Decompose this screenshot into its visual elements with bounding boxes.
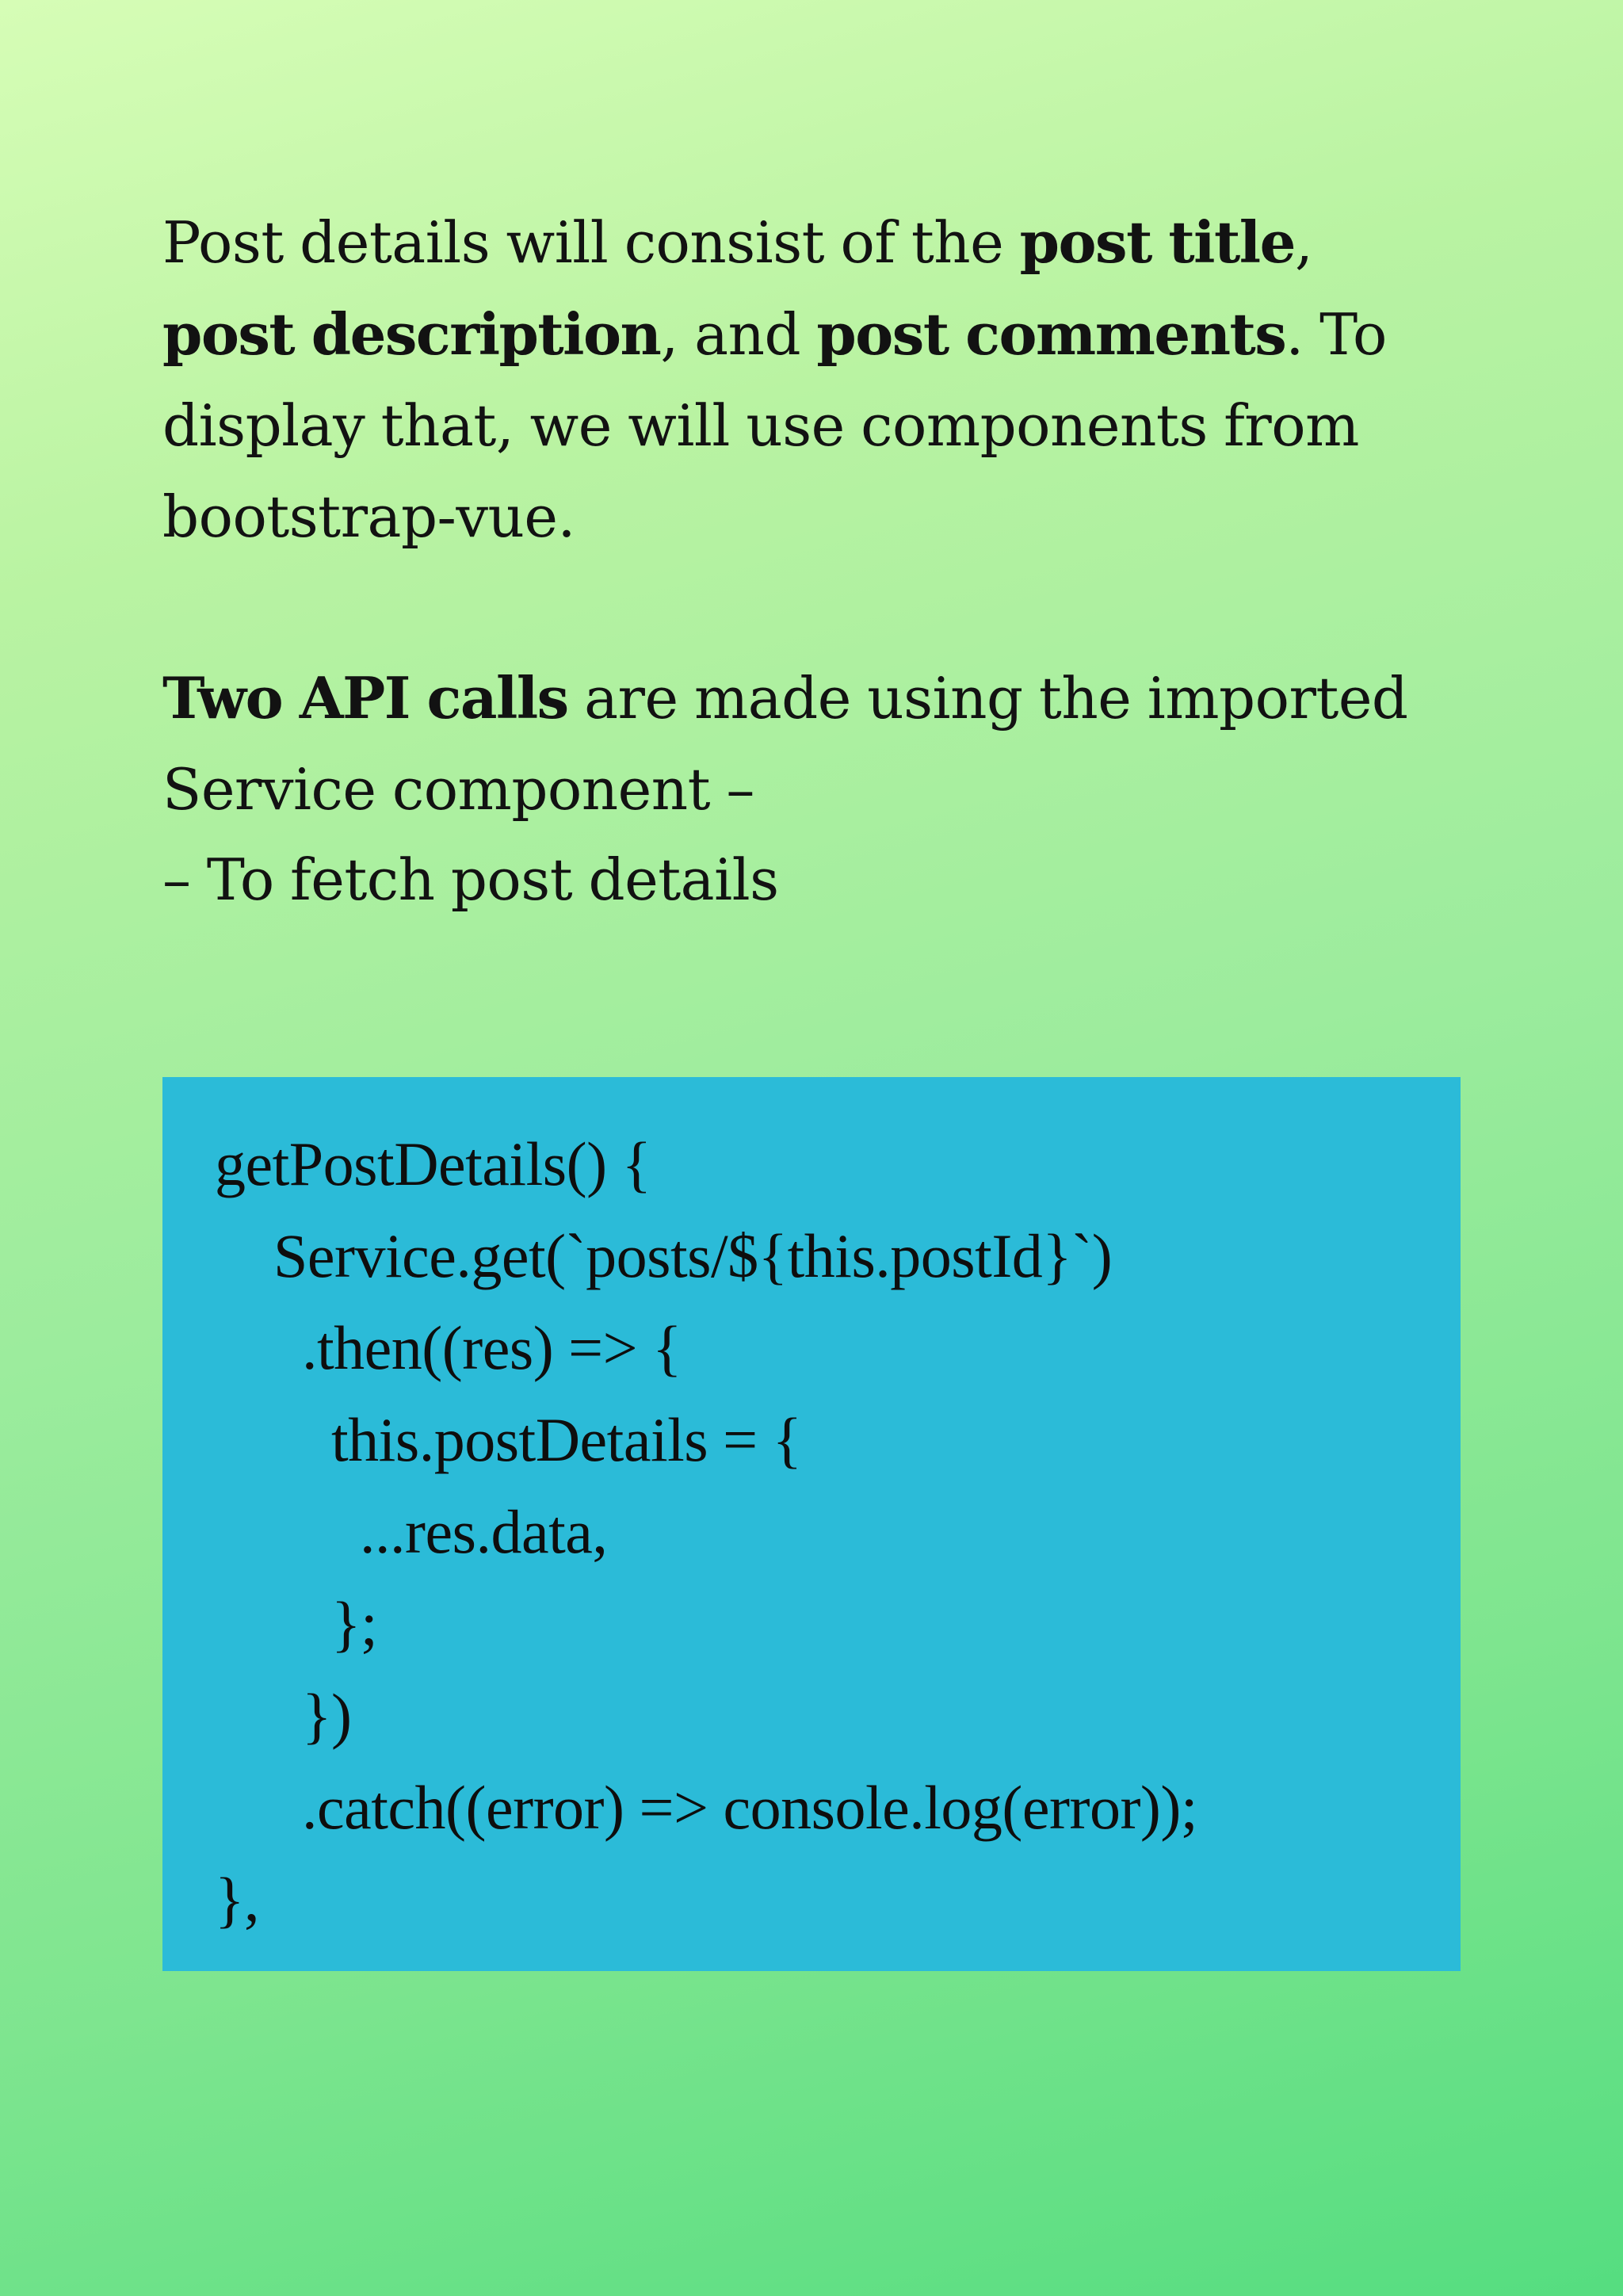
code-line: .then((res) => {: [302, 1313, 682, 1382]
api-calls-bold: Two API calls: [162, 664, 568, 732]
api-calls-text: are made using the imported Service component –: [162, 665, 1408, 823]
code-line: ...res.data,: [360, 1497, 608, 1566]
intro-text-4: . To display that, we will use components from bootstrap-vue.: [162, 301, 1387, 550]
code-line: Service.get(`posts/${this.postId}`): [273, 1221, 1113, 1290]
intro-text-2: ,: [1294, 209, 1313, 276]
code-line: }): [302, 1681, 352, 1750]
intro-paragraph: [162, 197, 1478, 563]
code-line: getPostDetails() {: [215, 1129, 651, 1198]
intro-text-3: , and: [660, 301, 817, 368]
fetch-post-details-step: – To fetch post details: [162, 846, 779, 913]
intro-bold-post-title: post title: [1019, 208, 1295, 276]
intro-bold-post-description: post description: [162, 300, 661, 368]
code-line: },: [215, 1865, 259, 1934]
code-line: .catch((error) => console.log(error));: [302, 1773, 1198, 1842]
intro-text-1: Post details will consist of the: [162, 209, 1020, 276]
code-line: };: [331, 1589, 378, 1658]
code-line: this.postDetails = {: [331, 1405, 802, 1474]
api-calls-paragraph: [162, 652, 1478, 835]
code-block: [162, 1077, 1461, 1971]
intro-bold-post-comments: post comments: [816, 300, 1286, 368]
